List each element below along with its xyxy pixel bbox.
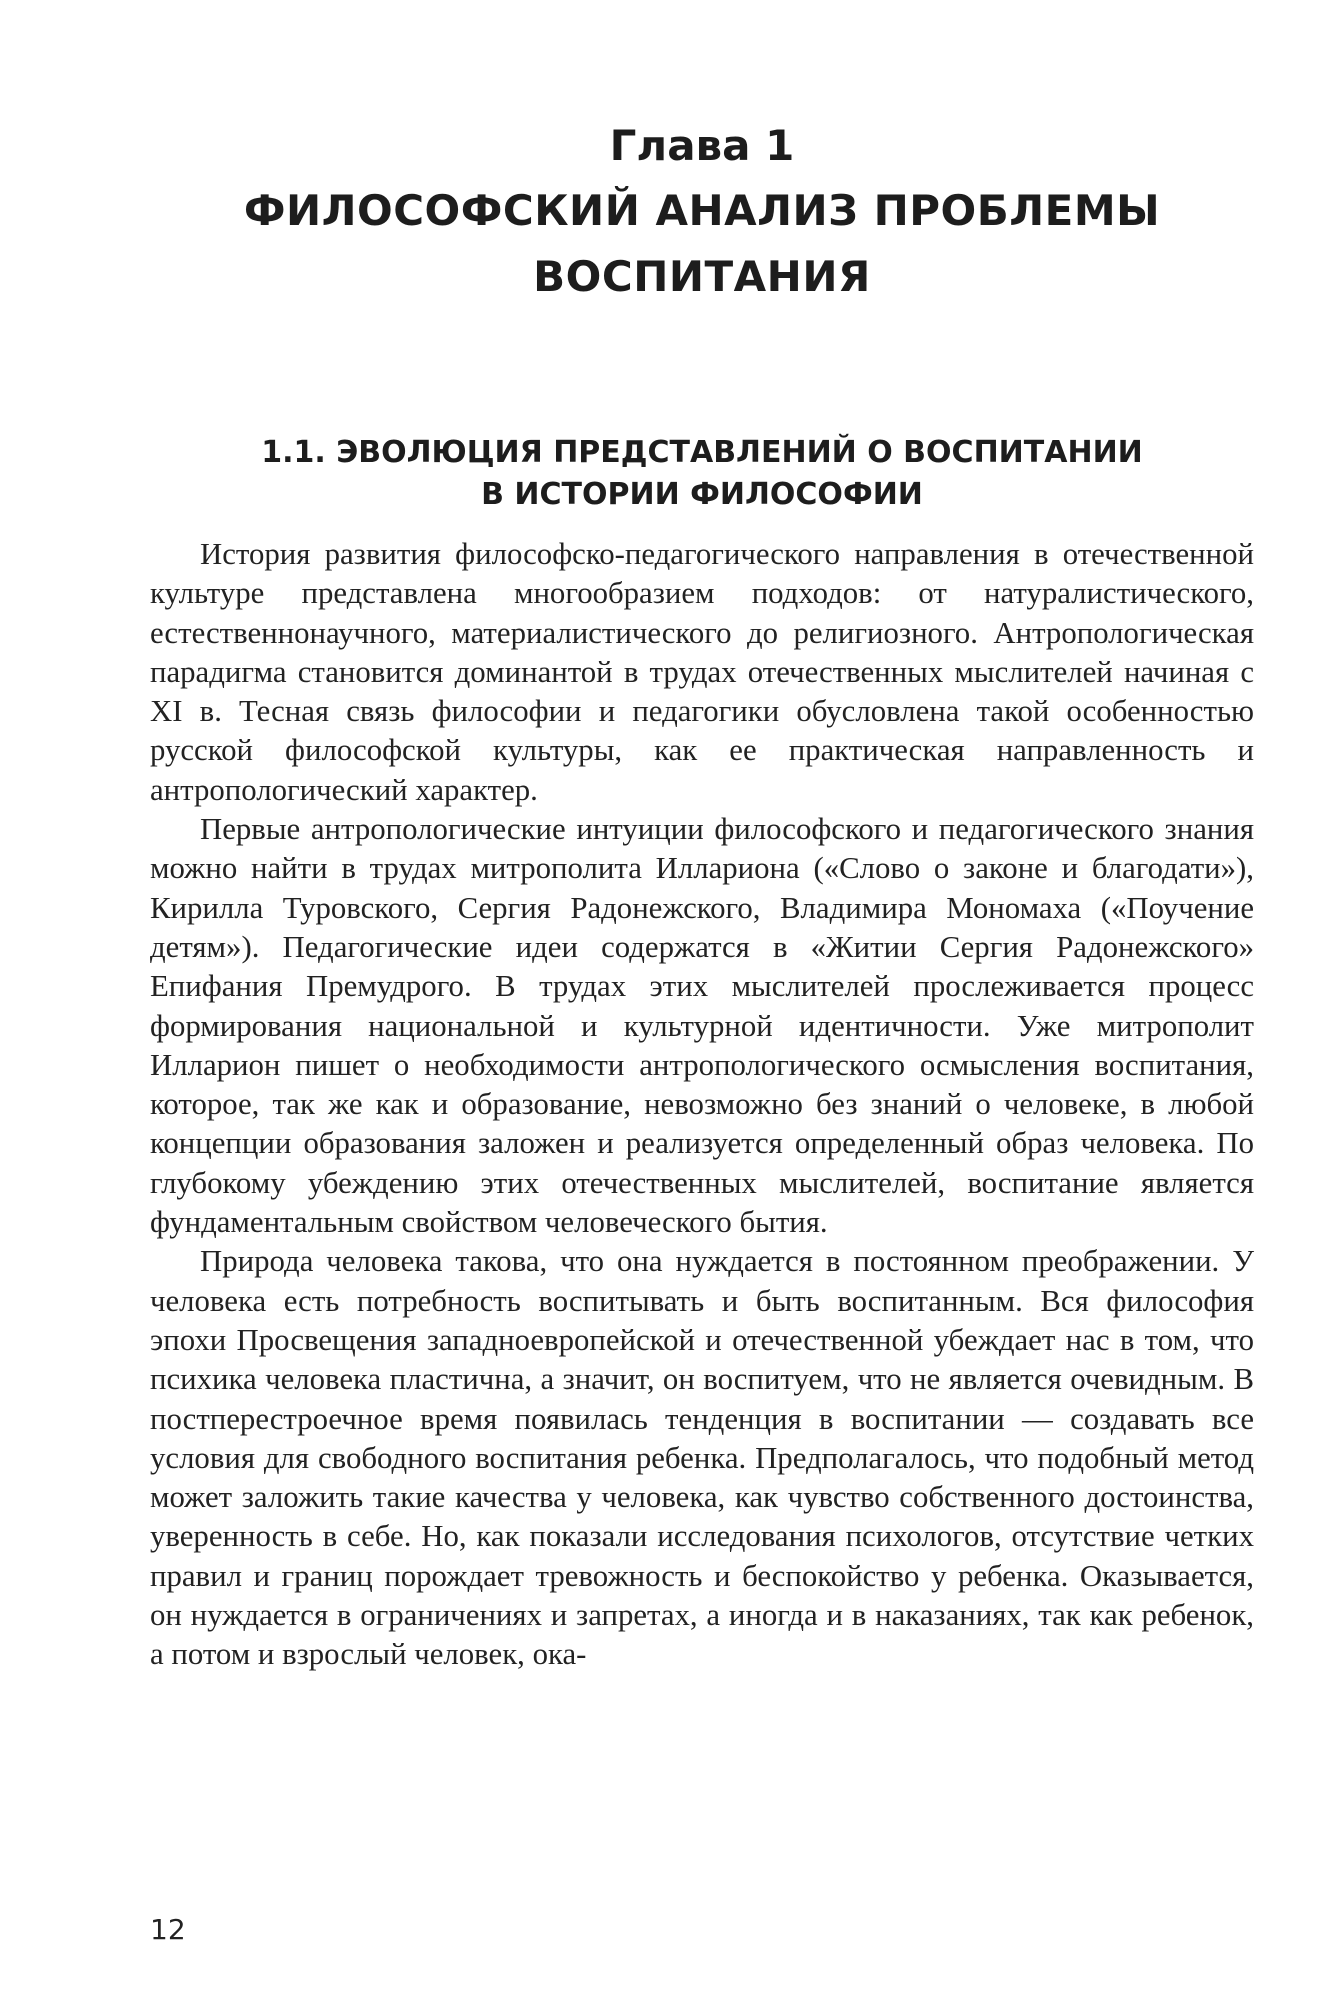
chapter-title-line: ФИЛОСОФСКИЙ АНАЛИЗ ПРОБЛЕМЫ: [243, 186, 1161, 235]
body-text: [150, 535, 1254, 1675]
chapter-title: [150, 178, 1254, 310]
section-title-line: 1.1. ЭВОЛЮЦИЯ ПРЕДСТАВЛЕНИЙ О ВОСПИТАНИИ: [261, 435, 1143, 470]
paragraph: Первые антропологические интуиции философского и педагогического знания можно найти в трудах митрополита Иллариона («Слово о законе и благодати»), Кирилла Туровского, Сергия Радонежского, Владимира Мономаха («Поучение детям»). Педагогические идеи содержатся в «Житии Сергия Радонежского» Епифания Премудрого. В трудах этих мыслителей прослеживается процесс формирования национальной и культурной идентичности. Уже митрополит Илларион пишет о необходимости антропологического осмысления воспитания, которое, так же как и образование, невозможно без знаний о человеке, в любой концепции образования заложен и реализуется определенный образ человека. По глубокому убеждению этих отечественных мыслителей, воспитание является фундаментальным свойством человеческого бытия.: [150, 812, 1254, 1240]
paragraph: Природа человека такова, что она нуждается в постоянном преображении. У человека есть потребность воспитывать и быть воспитанным. Вся философия эпохи Просвещения западноевропейской и отечественной убеждает нас в том, что психика человека пластична, а значит, он воспитуем, что не является очевидным. В постперестроечное время появилась тенденция в воспитании — создавать все условия для свободного воспитания ребенка. Предполагалось, что подобный метод может заложить такие качества у человека, как чувство собственного достоинства, уверенность в себе. Но, как показали исследования психологов, отсутствие четких правил и границ порождает тревожность и беспокойство у ребенка. Оказывается, он нуждается в ограничениях и запретах, а иногда и в наказаниях, так как ребенок, а потом и взрослый человек, ока-: [150, 1244, 1254, 1672]
chapter-title-line: ВОСПИТАНИЯ: [533, 252, 871, 301]
page-number: 12: [150, 1913, 186, 1946]
section-title-line: В ИСТОРИИ ФИЛОСОФИИ: [481, 477, 923, 512]
section-title: [150, 432, 1254, 516]
paragraph: История развития философско-педагогического направления в отечественной культуре представлена многообразием подходов: от натуралистического, естественнонаучного, материалистического до религиозного. Антропологическая парадигма становится доминантой в трудах отечественных мыслителей начиная с XI в. Тесная связь философии и педагогики обусловлена такой особенностью русской философской культуры, как ее практическая направленность и антропологический характер.: [150, 537, 1254, 807]
chapter-label: Глава 1: [609, 121, 795, 170]
